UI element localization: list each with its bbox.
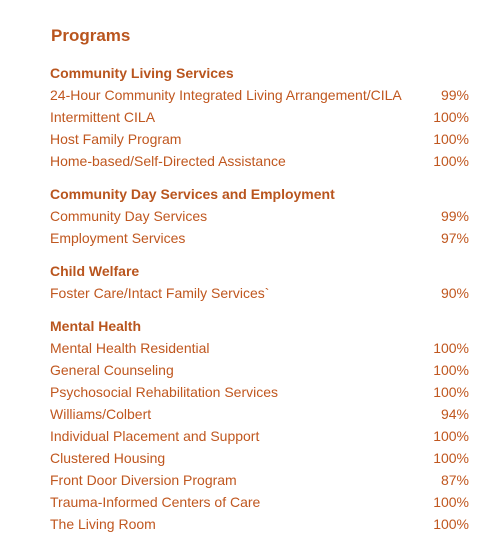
spacer <box>50 48 470 62</box>
program-name: Mental Health Residential <box>50 340 210 356</box>
program-row <box>50 403 470 425</box>
program-percentage: 100% <box>433 153 469 169</box>
program-percentage: 100% <box>433 494 469 510</box>
program-name: Front Door Diversion Program <box>50 472 237 488</box>
program-name: Intermittent CILA <box>50 109 156 125</box>
program-percentage: 94% <box>440 406 469 422</box>
program-name: The Living Room <box>50 516 156 532</box>
spacer <box>50 172 470 183</box>
program-row <box>50 128 470 150</box>
program-name: General Counseling <box>50 362 174 378</box>
program-row <box>50 106 470 128</box>
program-row <box>50 491 470 513</box>
program-percentage: 100% <box>433 109 469 125</box>
program-name: 24-Hour Community Integrated Living Arrangement/CILA <box>50 87 402 103</box>
program-percentage: 97% <box>440 230 469 246</box>
program-percentage: 100% <box>433 516 469 532</box>
program-name: Individual Placement and Support <box>50 428 260 444</box>
program-row <box>50 425 470 447</box>
program-row <box>50 359 470 381</box>
program-name: Home-based/Self-Directed Assistance <box>50 153 286 169</box>
program-percentage: 100% <box>433 340 469 356</box>
program-percentage: 100% <box>433 362 469 378</box>
section-heading: Child Welfare <box>50 263 140 279</box>
program-name: Clustered Housing <box>50 450 166 466</box>
program-percentage: 100% <box>433 384 469 400</box>
section-child-welfare <box>50 260 470 304</box>
program-row <box>50 381 470 403</box>
program-row <box>50 469 470 491</box>
program-row <box>50 282 470 304</box>
program-row <box>50 337 470 359</box>
program-name: Host Family Program <box>50 131 182 147</box>
program-percentage: 90% <box>440 285 469 301</box>
section-heading: Community Day Services and Employment <box>50 186 335 202</box>
program-row <box>50 84 470 106</box>
program-percentage: 99% <box>440 208 469 224</box>
program-name: Psychosocial Rehabilitation Services <box>50 384 278 400</box>
programs-document <box>50 24 470 535</box>
section-community-living-services <box>50 62 470 172</box>
program-percentage: 87% <box>440 472 469 488</box>
program-row <box>50 227 470 249</box>
spacer <box>50 304 470 315</box>
spacer <box>50 249 470 260</box>
program-name: Community Day Services <box>50 208 208 224</box>
section-community-day-services-and-employment <box>50 183 470 249</box>
program-row <box>50 513 470 535</box>
program-percentage: 99% <box>440 87 469 103</box>
program-name: Trauma-Informed Centers of Care <box>50 494 261 510</box>
program-name: Foster Care/Intact Family Services` <box>50 285 270 301</box>
section-heading: Community Living Services <box>50 65 234 81</box>
section-mental-health <box>50 315 470 535</box>
section-heading: Mental Health <box>50 318 142 334</box>
program-row <box>50 447 470 469</box>
program-row <box>50 150 470 172</box>
program-row <box>50 205 470 227</box>
program-percentage: 100% <box>433 450 469 466</box>
program-name: Williams/Colbert <box>50 406 152 422</box>
page-title: Programs <box>51 26 131 45</box>
program-name: Employment Services <box>50 230 186 246</box>
program-percentage: 100% <box>433 131 469 147</box>
program-percentage: 100% <box>433 428 469 444</box>
